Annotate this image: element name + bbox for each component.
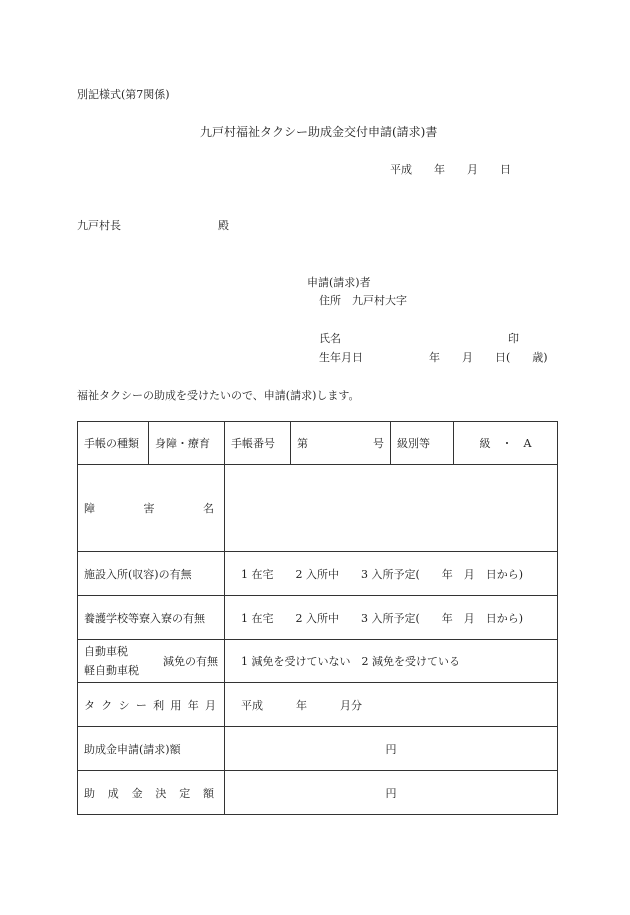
disability-name-field[interactable] xyxy=(225,465,558,552)
application-table xyxy=(77,421,558,815)
applicant-name-label: 氏名 xyxy=(319,332,341,345)
applicant-address: 住所 九戸村大字 xyxy=(319,294,407,307)
form-number: 別記様式(第7関係) xyxy=(77,88,170,101)
decided-amount-label: 助 成 金 決 定 額 xyxy=(78,771,225,815)
statement-text: 福祉タクシーの助成を受けたいので、申請(請求)します。 xyxy=(77,389,360,402)
disability-name-label: 障 害 名 xyxy=(78,465,225,552)
facility-label: 施設入所(収容)の有無 xyxy=(78,552,225,596)
tax-label: 自動車税 軽自動車税 減免の有無 xyxy=(78,640,225,683)
school-row xyxy=(78,596,558,640)
date-line: 平成 年 月 日 xyxy=(390,163,511,176)
applicant-birth-line: 生年月日 年 月 日( 歳) xyxy=(319,351,548,364)
school-options[interactable]: 1 在宅 2 入所中 3 入所予定( 年 月 日から) xyxy=(225,596,558,640)
request-amount-field[interactable]: 円 xyxy=(225,727,558,771)
disability-row xyxy=(78,465,558,552)
usage-label: タ ク シ ー 利 用 年 月 xyxy=(78,683,225,727)
request-amount-label: 助成金申請(請求)額 xyxy=(78,727,225,771)
school-label: 養護学校等寮入寮の有無 xyxy=(78,596,225,640)
request-amount-row xyxy=(78,727,558,771)
handbook-type-value: 身障・療育 xyxy=(149,422,225,465)
usage-value[interactable]: 平成 年 月分 xyxy=(225,683,558,727)
usage-row xyxy=(78,683,558,727)
addressee-name: 九戸村長 xyxy=(77,219,121,232)
grade-label: 級別等 xyxy=(391,422,454,465)
facility-options[interactable]: 1 在宅 2 入所中 3 入所予定( 年 月 日から) xyxy=(225,552,558,596)
seal-mark: 印 xyxy=(508,332,519,345)
grade-field[interactable]: 級 ・ A xyxy=(454,422,558,465)
number-prefix: 第 xyxy=(297,437,308,450)
applicant-label: 申請(請求)者 xyxy=(307,276,371,289)
document-title: 九戸村福祉タクシー助成金交付申請(請求)書 xyxy=(200,125,438,139)
handbook-type-label: 手帳の種類 xyxy=(78,422,149,465)
tax-options[interactable]: 1 減免を受けていない 2 減免を受けている xyxy=(225,640,558,683)
handbook-number-field[interactable] xyxy=(291,422,391,465)
number-suffix: 号 xyxy=(373,437,384,450)
tax-row xyxy=(78,640,558,683)
facility-row xyxy=(78,552,558,596)
decided-amount-row xyxy=(78,771,558,815)
addressee-honorific: 殿 xyxy=(218,219,229,232)
handbook-row xyxy=(78,422,558,465)
decided-amount-field[interactable]: 円 xyxy=(225,771,558,815)
handbook-number-label: 手帳番号 xyxy=(225,422,291,465)
